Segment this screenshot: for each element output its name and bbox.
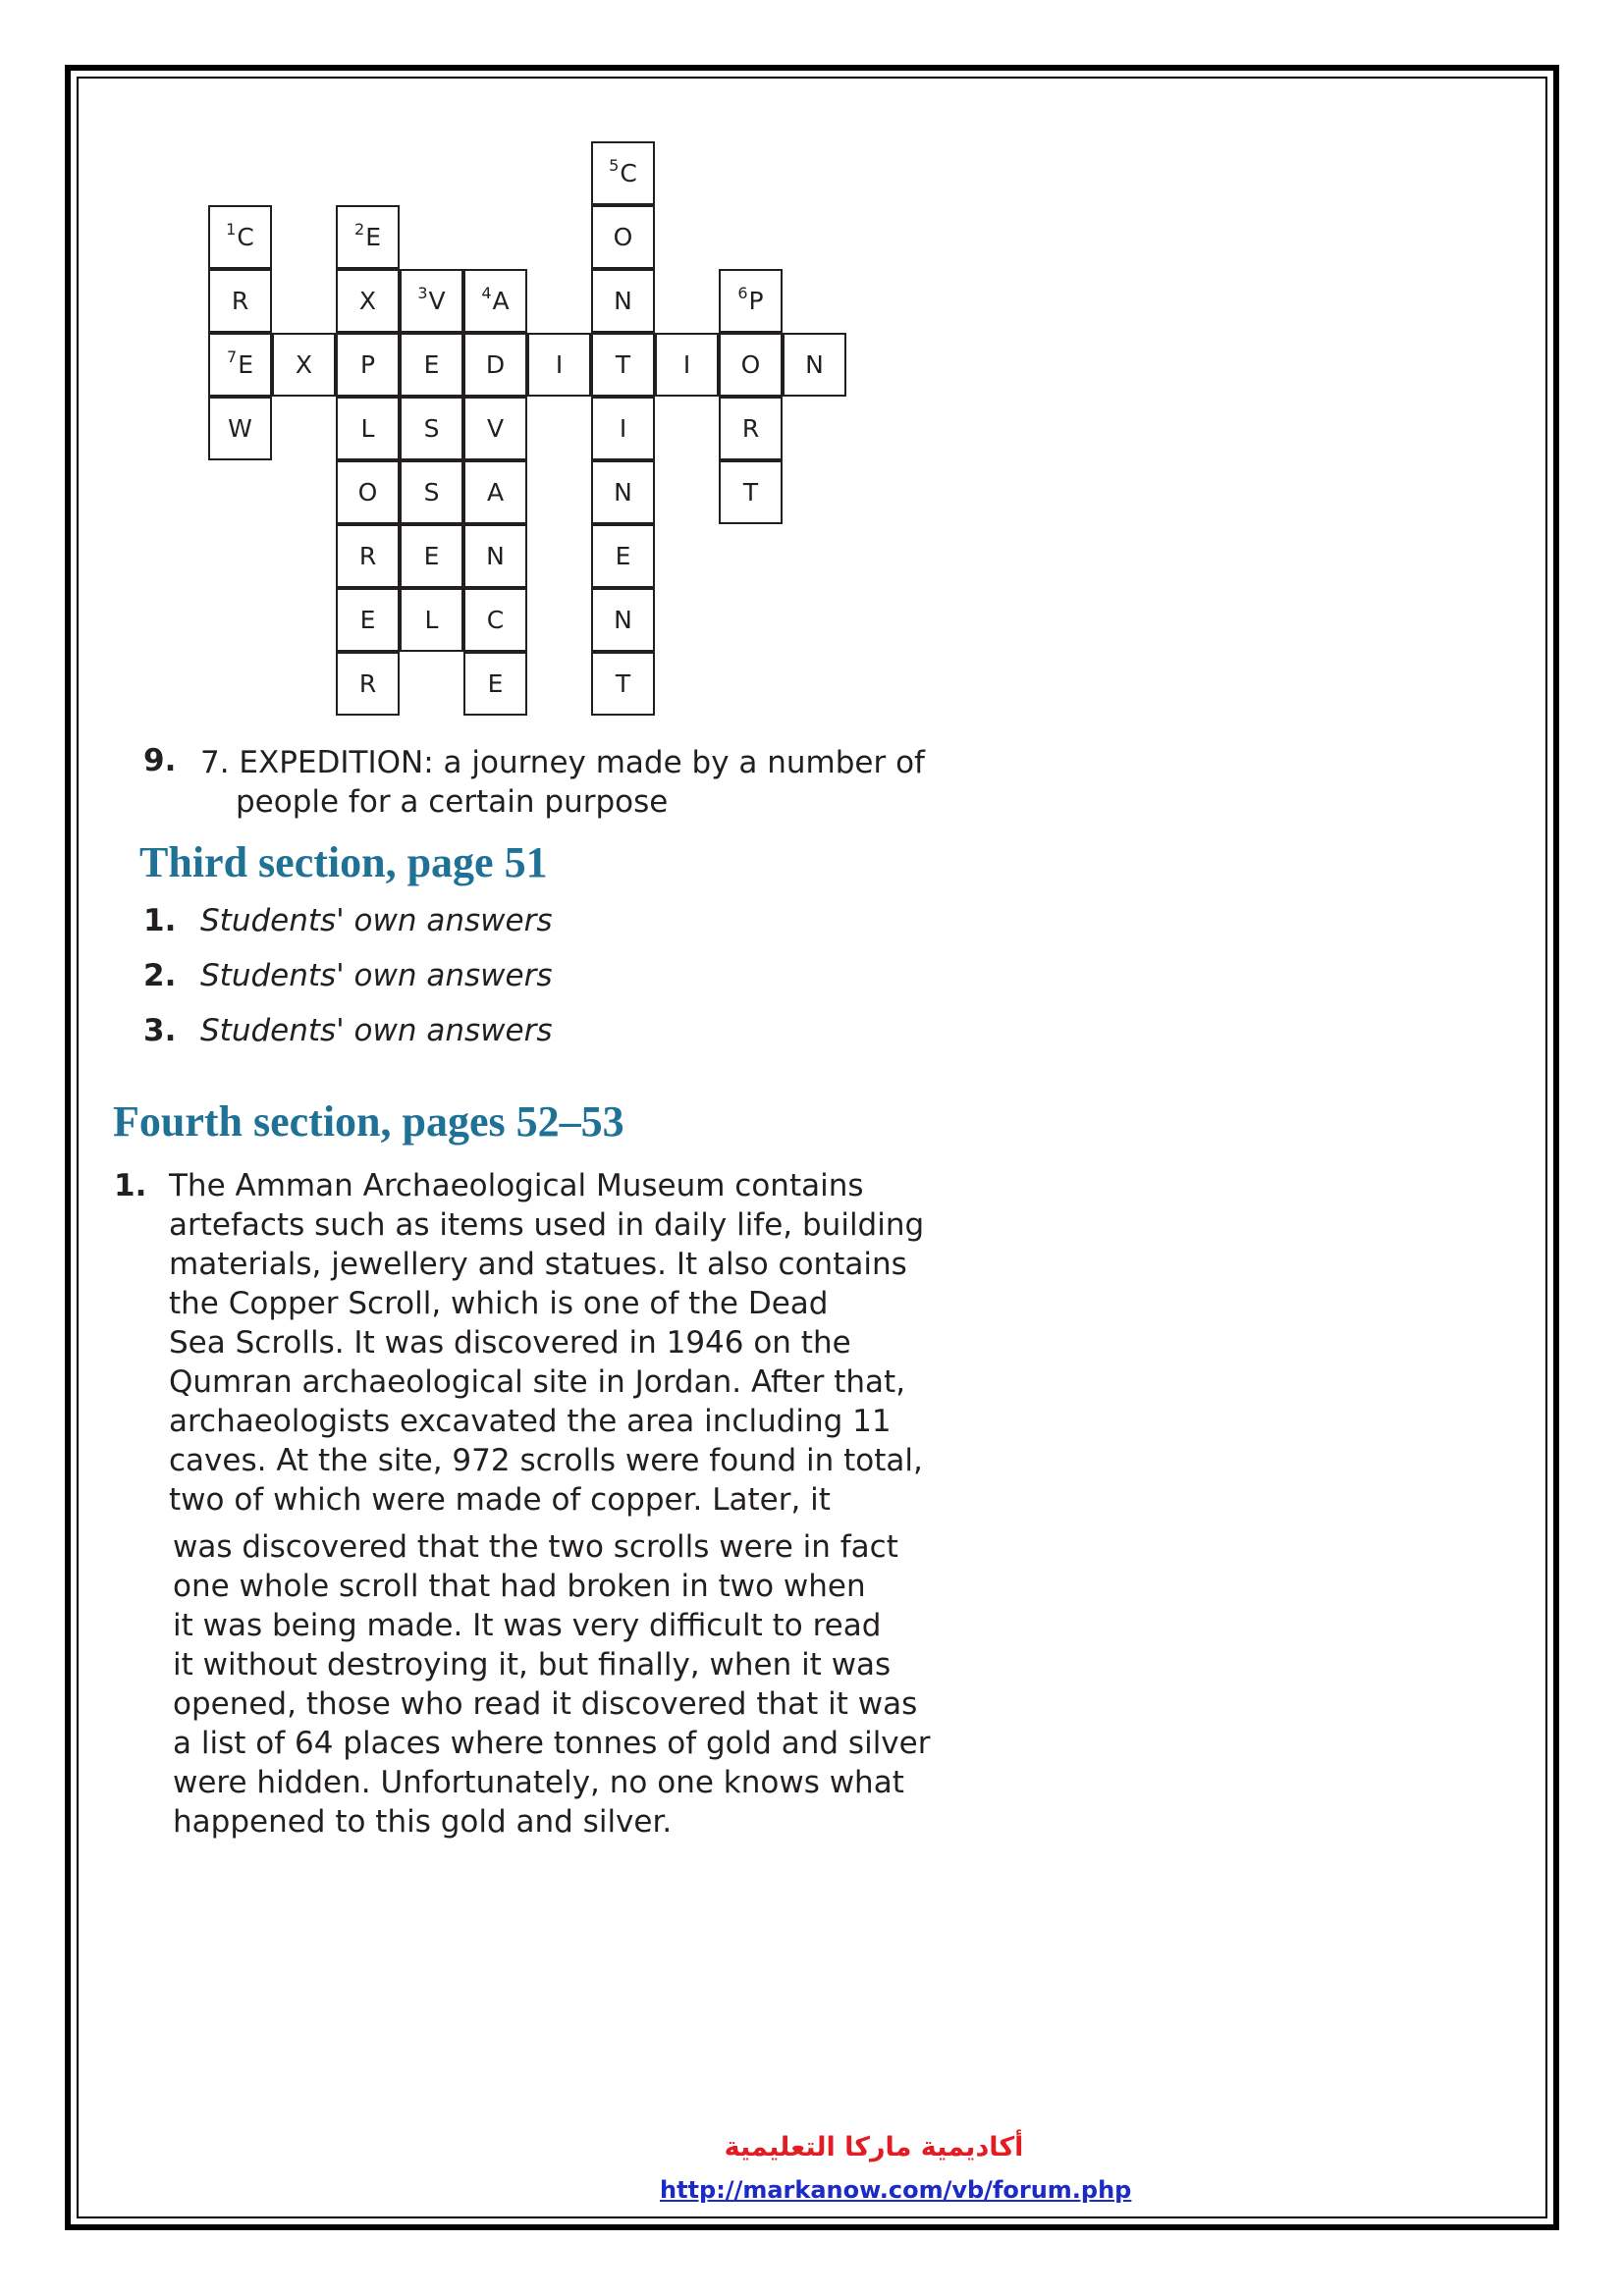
cell-letter: P	[748, 287, 764, 315]
paragraph-line: happened to this gold and silver.	[173, 1804, 673, 1840]
third-answer-3	[143, 1013, 553, 1048]
answer-number: 2.	[143, 958, 177, 993]
crossword-cell	[463, 588, 527, 652]
answer-text: Students' own answers	[200, 1013, 553, 1048]
crossword-cell	[208, 397, 272, 460]
cell-letter: E	[487, 669, 504, 698]
cell-letter: O	[357, 478, 378, 507]
clue-number: 7	[227, 347, 238, 366]
crossword-cell	[463, 397, 527, 460]
cell-letter: C	[237, 223, 254, 251]
answer-text: Students' own answers	[200, 903, 553, 938]
question-9-line-2: people for a certain purpose	[236, 784, 669, 820]
cell-letter: R	[231, 287, 249, 315]
cell-letter: I	[619, 414, 627, 443]
crossword-cell	[463, 524, 527, 588]
paragraph-line: archaeologists excavated the area including 11	[169, 1404, 892, 1439]
crossword-cell	[336, 269, 400, 333]
paragraph-line: opened, those who read it discovered that it was	[173, 1686, 918, 1722]
question-9-number: 9.	[143, 743, 177, 778]
cell-letter: S	[423, 478, 440, 507]
paragraph-line: The Amman Archaeological Museum contains	[169, 1168, 864, 1203]
paragraph-line: it without destroying it, but finally, when it was	[173, 1647, 892, 1682]
cell-letter: T	[615, 669, 631, 698]
cell-letter: N	[614, 606, 632, 634]
crossword-cell	[336, 652, 400, 716]
crossword-cell	[208, 205, 272, 269]
answer-text: Students' own answers	[200, 958, 553, 993]
paragraph-line: Qumran archaeological site in Jordan. After that,	[169, 1364, 906, 1400]
crossword-cell	[591, 652, 655, 716]
crossword-cell	[272, 333, 336, 397]
crossword-cell	[400, 460, 463, 524]
cell-letter: L	[360, 414, 375, 443]
crossword-cell	[400, 588, 463, 652]
cell-letter: C	[486, 606, 505, 634]
third-answer-2	[143, 958, 553, 993]
museum-paragraph	[169, 1166, 930, 1842]
crossword-cell	[208, 333, 272, 397]
crossword-cell	[591, 524, 655, 588]
crossword-cell	[400, 269, 463, 333]
cell-letter: O	[740, 350, 761, 379]
crossword-cell	[527, 333, 591, 397]
crossword-cell	[591, 588, 655, 652]
paragraph-line: two of which were made of copper. Later, it	[169, 1482, 831, 1518]
crossword-cell	[208, 269, 272, 333]
cell-letter: T	[742, 478, 759, 507]
paragraph-line: was discovered that the two scrolls were in fact	[173, 1529, 898, 1565]
cell-letter: N	[486, 542, 505, 570]
cell-letter: V	[428, 287, 446, 315]
cell-letter: X	[295, 350, 313, 379]
paragraph-line: materials, jewellery and statues. It also contains	[169, 1247, 907, 1282]
cell-letter: D	[485, 350, 506, 379]
crossword-cell	[719, 269, 783, 333]
crossword-cell	[336, 588, 400, 652]
clue-number: 4	[481, 284, 492, 302]
question-9-line-1: 7. EXPEDITION: a journey made by a number of	[200, 745, 925, 780]
cell-letter: V	[486, 414, 505, 443]
cell-letter: N	[614, 478, 632, 507]
paragraph-line: the Copper Scroll, which is one of the Dead	[169, 1286, 829, 1321]
cell-letter: O	[613, 223, 633, 251]
cell-letter: L	[424, 606, 439, 634]
cell-letter: S	[423, 414, 440, 443]
cell-letter: P	[359, 350, 376, 379]
clue-number: 3	[417, 284, 428, 302]
cell-letter: N	[614, 287, 632, 315]
cell-letter: E	[238, 350, 253, 379]
crossword-cell	[783, 333, 846, 397]
third-section-heading: Third section, page 51	[139, 838, 548, 886]
crossword-cell	[336, 460, 400, 524]
cell-letter: R	[358, 542, 377, 570]
crossword-cell	[463, 652, 527, 716]
cell-letter: E	[359, 606, 376, 634]
crossword-cell	[336, 524, 400, 588]
crossword-cell	[719, 460, 783, 524]
cell-letter: E	[615, 542, 631, 570]
paragraph-line: it was being made. It was very difficult to read	[173, 1608, 882, 1643]
crossword-cell	[591, 333, 655, 397]
paragraph-line: were hidden. Unfortunately, no one knows what	[173, 1765, 904, 1800]
question-9-answer	[200, 743, 925, 822]
crossword-cell	[336, 205, 400, 269]
academy-name: أكاديمية ماركا التعليمية	[724, 2132, 1024, 2163]
cell-letter: E	[423, 350, 440, 379]
crossword-cell	[719, 397, 783, 460]
third-answer-1	[143, 903, 553, 938]
forum-link[interactable]: http://markanow.com/vb/forum.php	[660, 2176, 1132, 2204]
crossword-cell	[400, 524, 463, 588]
cell-letter: I	[682, 350, 691, 379]
crossword-cell	[463, 269, 527, 333]
crossword-cell	[591, 397, 655, 460]
cell-letter: X	[358, 287, 377, 315]
cell-letter: A	[492, 287, 510, 315]
clue-number: 5	[609, 156, 620, 175]
clue-number: 2	[354, 220, 365, 239]
crossword-cell	[591, 269, 655, 333]
clue-number: 6	[737, 284, 748, 302]
crossword-cell	[591, 205, 655, 269]
crossword-cell	[655, 333, 719, 397]
crossword-cell	[591, 141, 655, 205]
crossword-grid	[208, 141, 856, 721]
answer-number: 3.	[143, 1013, 177, 1048]
cell-letter: C	[620, 159, 637, 187]
answer-number: 1.	[143, 903, 177, 938]
crossword-cell	[400, 397, 463, 460]
crossword-cell	[591, 460, 655, 524]
cell-letter: A	[486, 478, 505, 507]
cell-letter: E	[423, 542, 440, 570]
crossword-cell	[463, 460, 527, 524]
paragraph-line: one whole scroll that had broken in two when	[173, 1569, 866, 1604]
paragraph-line: a list of 64 places where tonnes of gold and silver	[173, 1726, 931, 1761]
cell-letter: I	[555, 350, 564, 379]
cell-letter: N	[805, 350, 824, 379]
fourth-answer-number: 1.	[114, 1168, 147, 1203]
crossword-cell	[400, 333, 463, 397]
crossword-cell	[336, 333, 400, 397]
cell-letter: E	[365, 223, 381, 251]
cell-letter: R	[741, 414, 760, 443]
cell-letter: T	[615, 350, 631, 379]
crossword-cell	[719, 333, 783, 397]
cell-letter: W	[228, 414, 252, 443]
crossword-cell	[336, 397, 400, 460]
clue-number: 1	[226, 220, 237, 239]
paragraph-line: Sea Scrolls. It was discovered in 1946 on the	[169, 1325, 851, 1361]
crossword-cell	[463, 333, 527, 397]
cell-letter: R	[358, 669, 377, 698]
paragraph-line: caves. At the site, 972 scrolls were found in total,	[169, 1443, 923, 1478]
fourth-section-heading: Fourth section, pages 52–53	[113, 1097, 624, 1146]
paragraph-line: artefacts such as items used in daily life, building	[169, 1207, 925, 1243]
